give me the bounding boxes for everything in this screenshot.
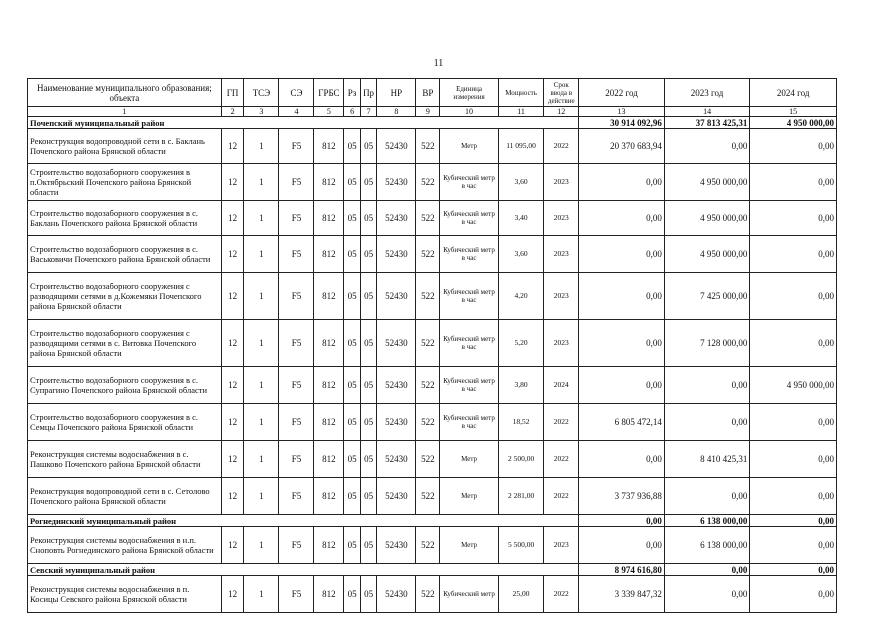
gp-cell: 12 xyxy=(221,320,244,367)
column-number: 7 xyxy=(360,107,376,117)
column-number: 2 xyxy=(221,107,244,117)
nr-cell: 52430 xyxy=(377,404,416,441)
amount-2024-cell: 0,00 xyxy=(750,320,837,367)
grbs-cell: 812 xyxy=(314,164,344,201)
region-row xyxy=(28,117,837,129)
amount-2024-cell: 0,00 xyxy=(750,527,837,564)
power-cell: 2 500,00 xyxy=(498,441,543,478)
se-cell: F5 xyxy=(279,129,314,164)
amount-2023-cell: 0,00 xyxy=(664,404,750,441)
unit-cell: Кубический метр в час xyxy=(440,273,499,320)
header-row xyxy=(28,79,837,107)
vr-cell: 522 xyxy=(416,367,440,404)
power-cell: 5,20 xyxy=(498,320,543,367)
table-row xyxy=(28,320,837,367)
column-number: 3 xyxy=(244,107,279,117)
gp-cell: 12 xyxy=(221,164,244,201)
object-name-cell: Строительство водозаборного сооружения в с. Супрагино Почепского района Брянской области xyxy=(28,367,222,404)
amount-2023-cell: 6 138 000,00 xyxy=(664,527,750,564)
header-cell: ГП xyxy=(221,79,244,107)
power-cell: 4,20 xyxy=(498,273,543,320)
region-total-2022-cell: 8 974 616,80 xyxy=(579,564,665,576)
amount-2022-cell: 0,00 xyxy=(579,273,665,320)
nr-cell: 52430 xyxy=(377,478,416,515)
table-row xyxy=(28,236,837,273)
se-cell: F5 xyxy=(279,236,314,273)
rz-cell: 05 xyxy=(344,576,360,613)
gp-cell: 12 xyxy=(221,527,244,564)
amount-2022-cell: 0,00 xyxy=(579,201,665,236)
unit-cell: Метр xyxy=(440,441,499,478)
column-number-row xyxy=(28,107,837,117)
gp-cell: 12 xyxy=(221,129,244,164)
pr-cell: 05 xyxy=(360,320,376,367)
pr-cell: 05 xyxy=(360,201,376,236)
header-cell: ГРБС xyxy=(314,79,344,107)
amount-2023-cell: 0,00 xyxy=(664,129,750,164)
object-name-cell: Строительство водозаборного сооружения с разводящими сетями в с. Витовка Почепского района Брянской области xyxy=(28,320,222,367)
amount-2023-cell: 0,00 xyxy=(664,478,750,515)
se-cell: F5 xyxy=(279,273,314,320)
gp-cell: 12 xyxy=(221,367,244,404)
gp-cell: 12 xyxy=(221,236,244,273)
amount-2022-cell: 3 737 936,88 xyxy=(579,478,665,515)
region-total-2022-cell: 30 914 092,96 xyxy=(579,117,665,129)
nr-cell: 52430 xyxy=(377,367,416,404)
vr-cell: 522 xyxy=(416,576,440,613)
amount-2023-cell: 7 425 000,00 xyxy=(664,273,750,320)
year-cell: 2023 xyxy=(544,164,579,201)
column-number: 1 xyxy=(28,107,222,117)
rz-cell: 05 xyxy=(344,320,360,367)
pr-cell: 05 xyxy=(360,129,376,164)
pr-cell: 05 xyxy=(360,441,376,478)
nr-cell: 52430 xyxy=(377,576,416,613)
region-row xyxy=(28,515,837,527)
amount-2022-cell: 0,00 xyxy=(579,367,665,404)
vr-cell: 522 xyxy=(416,164,440,201)
budget-table xyxy=(27,78,837,613)
amount-2024-cell: 0,00 xyxy=(750,236,837,273)
tse-cell: 1 xyxy=(244,164,279,201)
year-cell: 2022 xyxy=(544,441,579,478)
se-cell: F5 xyxy=(279,478,314,515)
se-cell: F5 xyxy=(279,201,314,236)
rz-cell: 05 xyxy=(344,164,360,201)
nr-cell: 52430 xyxy=(377,164,416,201)
amount-2023-cell: 4 950 000,00 xyxy=(664,201,750,236)
power-cell: 25,00 xyxy=(498,576,543,613)
pr-cell: 05 xyxy=(360,404,376,441)
amount-2024-cell: 0,00 xyxy=(750,273,837,320)
header-cell: 2022 год xyxy=(579,79,665,107)
object-name-cell: Строительство водозаборного сооружения с разводящими сетями в д.Кожемяки Почепского района Брянской области xyxy=(28,273,222,320)
amount-2023-cell: 0,00 xyxy=(664,576,750,613)
region-row xyxy=(28,564,837,576)
table-row xyxy=(28,527,837,564)
header-cell: Наименование муниципального образования; объекта xyxy=(28,79,222,107)
region-total-2023-cell: 37 813 425,31 xyxy=(664,117,750,129)
unit-cell: Кубический метр в час xyxy=(440,404,499,441)
column-number: 9 xyxy=(416,107,440,117)
pr-cell: 05 xyxy=(360,576,376,613)
tse-cell: 1 xyxy=(244,527,279,564)
table-row xyxy=(28,201,837,236)
unit-cell: Кубический метр в час xyxy=(440,236,499,273)
object-name-cell: Строительство водозаборного сооружения в с. Баклань Почепского района Брянской области xyxy=(28,201,222,236)
pr-cell: 05 xyxy=(360,236,376,273)
region-total-2024-cell: 4 950 000,00 xyxy=(750,117,837,129)
year-cell: 2022 xyxy=(544,404,579,441)
table-row xyxy=(28,478,837,515)
amount-2023-cell: 8 410 425,31 xyxy=(664,441,750,478)
amount-2024-cell: 0,00 xyxy=(750,478,837,515)
column-number: 4 xyxy=(279,107,314,117)
unit-cell: Метр xyxy=(440,527,499,564)
rz-cell: 05 xyxy=(344,273,360,320)
unit-cell: Метр xyxy=(440,129,499,164)
rz-cell: 05 xyxy=(344,404,360,441)
year-cell: 2023 xyxy=(544,320,579,367)
header-cell: Единица измерения xyxy=(440,79,499,107)
table-row xyxy=(28,576,837,613)
grbs-cell: 812 xyxy=(314,404,344,441)
region-total-2022-cell: 0,00 xyxy=(579,515,665,527)
year-cell: 2023 xyxy=(544,236,579,273)
unit-cell: Кубический метр xyxy=(440,576,499,613)
year-cell: 2022 xyxy=(544,576,579,613)
grbs-cell: 812 xyxy=(314,201,344,236)
year-cell: 2023 xyxy=(544,273,579,320)
rz-cell: 05 xyxy=(344,236,360,273)
amount-2024-cell: 0,00 xyxy=(750,129,837,164)
grbs-cell: 812 xyxy=(314,236,344,273)
object-name-cell: Строительство водозаборного сооружения в п.Октябрьский Почепского района Брянской области xyxy=(28,164,222,201)
amount-2022-cell: 0,00 xyxy=(579,441,665,478)
pr-cell: 05 xyxy=(360,478,376,515)
column-number: 8 xyxy=(377,107,416,117)
amount-2024-cell: 0,00 xyxy=(750,164,837,201)
unit-cell: Кубический метр в час xyxy=(440,201,499,236)
unit-cell: Кубический метр в час xyxy=(440,164,499,201)
table-row xyxy=(28,404,837,441)
region-name-cell: Севский муниципальный район xyxy=(28,564,579,576)
table-row xyxy=(28,273,837,320)
year-cell: 2023 xyxy=(544,527,579,564)
year-cell: 2023 xyxy=(544,201,579,236)
column-number: 14 xyxy=(664,107,750,117)
tse-cell: 1 xyxy=(244,441,279,478)
amount-2024-cell: 0,00 xyxy=(750,576,837,613)
grbs-cell: 812 xyxy=(314,367,344,404)
header-cell: 2023 год xyxy=(664,79,750,107)
amount-2022-cell: 0,00 xyxy=(579,236,665,273)
nr-cell: 52430 xyxy=(377,273,416,320)
amount-2022-cell: 6 805 472,14 xyxy=(579,404,665,441)
page-number: 11 xyxy=(433,58,444,69)
amount-2024-cell: 0,00 xyxy=(750,441,837,478)
vr-cell: 522 xyxy=(416,527,440,564)
pr-cell: 05 xyxy=(360,527,376,564)
gp-cell: 12 xyxy=(221,404,244,441)
tse-cell: 1 xyxy=(244,273,279,320)
rz-cell: 05 xyxy=(344,201,360,236)
amount-2023-cell: 0,00 xyxy=(664,367,750,404)
year-cell: 2022 xyxy=(544,129,579,164)
se-cell: F5 xyxy=(279,404,314,441)
header-cell: СЭ xyxy=(279,79,314,107)
table-row xyxy=(28,164,837,201)
grbs-cell: 812 xyxy=(314,478,344,515)
vr-cell: 522 xyxy=(416,478,440,515)
rz-cell: 05 xyxy=(344,527,360,564)
header-cell: Пр xyxy=(360,79,376,107)
amount-2022-cell: 0,00 xyxy=(579,527,665,564)
region-total-2023-cell: 0,00 xyxy=(664,564,750,576)
amount-2023-cell: 7 128 000,00 xyxy=(664,320,750,367)
header-cell: НР xyxy=(377,79,416,107)
column-number: 11 xyxy=(498,107,543,117)
region-total-2023-cell: 6 138 000,00 xyxy=(664,515,750,527)
tse-cell: 1 xyxy=(244,404,279,441)
tse-cell: 1 xyxy=(244,478,279,515)
vr-cell: 522 xyxy=(416,441,440,478)
tse-cell: 1 xyxy=(244,236,279,273)
tse-cell: 1 xyxy=(244,320,279,367)
amount-2022-cell: 20 370 683,94 xyxy=(579,129,665,164)
nr-cell: 52430 xyxy=(377,527,416,564)
rz-cell: 05 xyxy=(344,441,360,478)
unit-cell: Метр xyxy=(440,478,499,515)
se-cell: F5 xyxy=(279,367,314,404)
column-number: 15 xyxy=(750,107,837,117)
amount-2024-cell: 4 950 000,00 xyxy=(750,367,837,404)
power-cell: 3,60 xyxy=(498,236,543,273)
power-cell: 3,80 xyxy=(498,367,543,404)
power-cell: 18,52 xyxy=(498,404,543,441)
region-name-cell: Рогнединский муниципальный район xyxy=(28,515,579,527)
table-row xyxy=(28,129,837,164)
pr-cell: 05 xyxy=(360,273,376,320)
gp-cell: 12 xyxy=(221,478,244,515)
rz-cell: 05 xyxy=(344,129,360,164)
amount-2024-cell: 0,00 xyxy=(750,201,837,236)
power-cell: 5 500,00 xyxy=(498,527,543,564)
region-name-cell: Почепский муниципальный район xyxy=(28,117,579,129)
power-cell: 3,60 xyxy=(498,164,543,201)
nr-cell: 52430 xyxy=(377,320,416,367)
nr-cell: 52430 xyxy=(377,129,416,164)
region-total-2024-cell: 0,00 xyxy=(750,515,837,527)
se-cell: F5 xyxy=(279,320,314,367)
vr-cell: 522 xyxy=(416,273,440,320)
power-cell: 11 095,00 xyxy=(498,129,543,164)
tse-cell: 1 xyxy=(244,129,279,164)
column-number: 13 xyxy=(579,107,665,117)
object-name-cell: Реконструкция водопроводной сети в с. Сетолово Почепского района Брянской области xyxy=(28,478,222,515)
region-total-2024-cell: 0,00 xyxy=(750,564,837,576)
nr-cell: 52430 xyxy=(377,201,416,236)
pr-cell: 05 xyxy=(360,367,376,404)
unit-cell: Кубический метр в час xyxy=(440,320,499,367)
power-cell: 3,40 xyxy=(498,201,543,236)
vr-cell: 522 xyxy=(416,404,440,441)
vr-cell: 522 xyxy=(416,236,440,273)
column-number: 6 xyxy=(344,107,360,117)
amount-2022-cell: 0,00 xyxy=(579,164,665,201)
object-name-cell: Строительство водозаборного сооружения в с. Семцы Почепского района Брянской области xyxy=(28,404,222,441)
grbs-cell: 812 xyxy=(314,129,344,164)
nr-cell: 52430 xyxy=(377,441,416,478)
header-cell: 2024 год xyxy=(750,79,837,107)
unit-cell: Кубический метр в час xyxy=(440,367,499,404)
column-number: 12 xyxy=(544,107,579,117)
gp-cell: 12 xyxy=(221,576,244,613)
grbs-cell: 812 xyxy=(314,273,344,320)
grbs-cell: 812 xyxy=(314,576,344,613)
table-row xyxy=(28,367,837,404)
object-name-cell: Реконструкция системы водоснабжения в н.п. Сноповть Рогнединского района Брянской области xyxy=(28,527,222,564)
amount-2024-cell: 0,00 xyxy=(750,404,837,441)
object-name-cell: Реконструкция водопроводной сети в с. Баклань Почепского района Брянской области xyxy=(28,129,222,164)
rz-cell: 05 xyxy=(344,367,360,404)
se-cell: F5 xyxy=(279,441,314,478)
object-name-cell: Строительство водозаборного сооружения в с. Васьковичи Почепского района Брянской области xyxy=(28,236,222,273)
table-body xyxy=(28,117,837,613)
vr-cell: 522 xyxy=(416,320,440,367)
gp-cell: 12 xyxy=(221,441,244,478)
column-number: 5 xyxy=(314,107,344,117)
header-cell: ВР xyxy=(416,79,440,107)
se-cell: F5 xyxy=(279,527,314,564)
se-cell: F5 xyxy=(279,164,314,201)
grbs-cell: 812 xyxy=(314,527,344,564)
grbs-cell: 812 xyxy=(314,320,344,367)
tse-cell: 1 xyxy=(244,576,279,613)
tse-cell: 1 xyxy=(244,201,279,236)
tse-cell: 1 xyxy=(244,367,279,404)
amount-2023-cell: 4 950 000,00 xyxy=(664,164,750,201)
column-number: 10 xyxy=(440,107,499,117)
object-name-cell: Реконструкция системы водоснабжения в с. Пашково Почепского района Брянской области xyxy=(28,441,222,478)
header-cell: Срок ввода в действие xyxy=(544,79,579,107)
vr-cell: 522 xyxy=(416,129,440,164)
vr-cell: 522 xyxy=(416,201,440,236)
header-cell: ТСЭ xyxy=(244,79,279,107)
pr-cell: 05 xyxy=(360,164,376,201)
year-cell: 2024 xyxy=(544,367,579,404)
year-cell: 2022 xyxy=(544,478,579,515)
amount-2022-cell: 0,00 xyxy=(579,320,665,367)
object-name-cell: Реконструкция системы водоснабжения в п. Косицы Севского района Брянской области xyxy=(28,576,222,613)
power-cell: 2 281,00 xyxy=(498,478,543,515)
header-cell: Мощность xyxy=(498,79,543,107)
se-cell: F5 xyxy=(279,576,314,613)
gp-cell: 12 xyxy=(221,201,244,236)
amount-2022-cell: 3 339 847,32 xyxy=(579,576,665,613)
table-row xyxy=(28,441,837,478)
gp-cell: 12 xyxy=(221,273,244,320)
grbs-cell: 812 xyxy=(314,441,344,478)
header-cell: Рз xyxy=(344,79,360,107)
rz-cell: 05 xyxy=(344,478,360,515)
amount-2023-cell: 4 950 000,00 xyxy=(664,236,750,273)
nr-cell: 52430 xyxy=(377,236,416,273)
